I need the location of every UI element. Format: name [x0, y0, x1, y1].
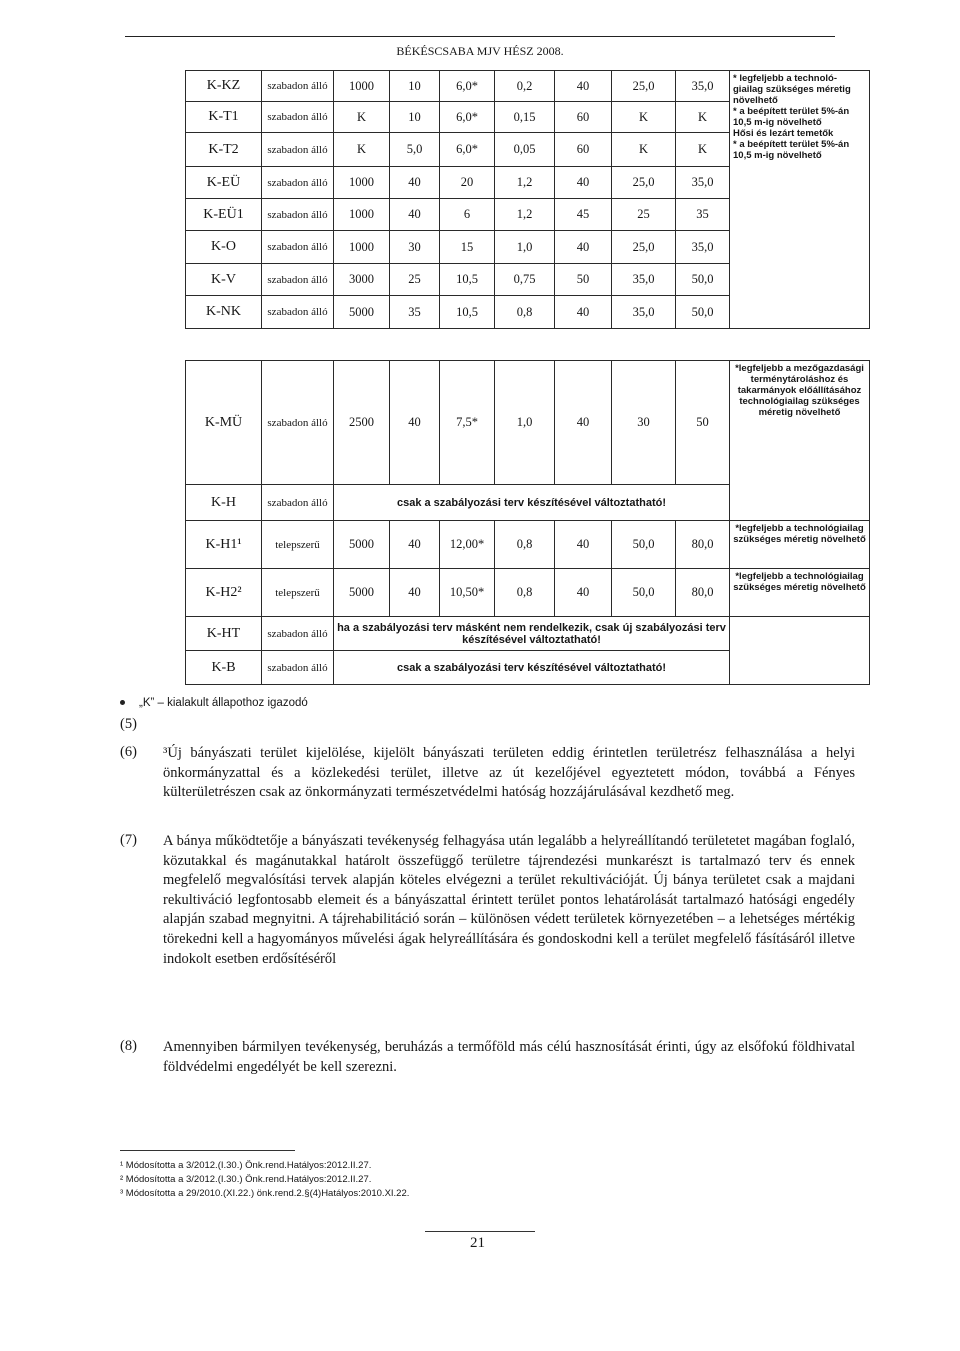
table-cell: 0,8: [495, 569, 555, 617]
zone-code: K-EÜ: [186, 167, 262, 199]
footnote: ¹ Módosította a 3/2012.(I.30.) Önk.rend.Hatályos:2012.II.27.: [120, 1160, 372, 1171]
paragraph-number: (6): [120, 744, 137, 760]
bullet-icon: [120, 700, 125, 705]
table-cell: 80,0: [676, 521, 730, 569]
table-cell: 10,5: [440, 296, 495, 329]
table-row: [186, 521, 870, 569]
table-cell: 40: [555, 167, 612, 199]
table-cell: 10,50*: [440, 569, 495, 617]
table-cell: 50: [676, 361, 730, 485]
table-cell: 1,0: [495, 231, 555, 264]
zone-code: K-MÜ: [186, 361, 262, 485]
building-arrangement: szabadon álló: [262, 485, 334, 521]
table-cell: 10,5: [440, 264, 495, 296]
zoning-table-bottom: [185, 360, 870, 685]
table-cell: 35: [390, 296, 440, 329]
table-cell: 25: [390, 264, 440, 296]
table-cell: K: [612, 133, 676, 167]
table-cell: 50,0: [676, 264, 730, 296]
paragraph-number: (5): [120, 716, 137, 732]
table-cell: 0,8: [495, 521, 555, 569]
table-cell: K: [334, 102, 390, 133]
paragraph-text: ³Új bányászati terület kijelölése, kijelölt bányászati területen eddig érintetlen területrész felhasználása a helyi önkormányzattal és a közlekedési terület, illetve az út kezelőjével egyeztetett módon, továbbá a Fényes külterületrészen csak az önkormányzati természetvédelmi hatóság hozzájárulásával kezdhető meg.: [163, 745, 855, 801]
table-cell: 25: [612, 199, 676, 231]
table-cell: 0,2: [495, 71, 555, 102]
table-cell: 40: [555, 231, 612, 264]
building-arrangement: szabadon álló: [262, 617, 334, 651]
table-cell: 0,05: [495, 133, 555, 167]
table-cell: K: [334, 133, 390, 167]
zone-code: K-O: [186, 231, 262, 264]
table-cell: 40: [555, 521, 612, 569]
table-cell: 30: [612, 361, 676, 485]
table-row: [186, 361, 870, 485]
table-cell: 5,0: [390, 133, 440, 167]
table-cell: 30: [390, 231, 440, 264]
zone-code: K-V: [186, 264, 262, 296]
building-arrangement: szabadon álló: [262, 264, 334, 296]
table-cell: 40: [555, 296, 612, 329]
building-arrangement: szabadon álló: [262, 231, 334, 264]
table-cell: 12,00*: [440, 521, 495, 569]
table-cell: 35,0: [676, 231, 730, 264]
building-arrangement: telepszerű: [262, 569, 334, 617]
merged-note-cell: ha a szabályozási terv másként nem rendelkezik, csak új szabályozási terv készítésével változtatható!: [334, 617, 730, 651]
table-cell: 35,0: [612, 264, 676, 296]
page-number: 21: [470, 1235, 485, 1251]
table-cell: K: [676, 133, 730, 167]
zone-code: K-T1: [186, 102, 262, 133]
table-cell: 1,2: [495, 167, 555, 199]
table-cell: 1000: [334, 71, 390, 102]
table-cell: 40: [390, 361, 440, 485]
table-cell: 6,0*: [440, 102, 495, 133]
table-cell: 0,75: [495, 264, 555, 296]
building-arrangement: szabadon álló: [262, 167, 334, 199]
table-cell: 40: [555, 569, 612, 617]
zone-code: K-NK: [186, 296, 262, 329]
table-cell: 35: [676, 199, 730, 231]
table-cell: 40: [390, 569, 440, 617]
paragraph-number: (7): [120, 832, 137, 848]
table-cell: 10: [390, 102, 440, 133]
table-row: [186, 71, 870, 102]
table-cell: K: [612, 102, 676, 133]
note-text: * legfeljebb a technoló-giailag szükséges méretig növelhető * a beépített terület 5%-án 10,5 m-ig növelhető Hősi és lezárt temetők * a beépített terület 5%-án 10,5 m-ig növelhető: [733, 73, 851, 161]
legend-bullet: [120, 697, 308, 709]
table-cell: 40: [390, 199, 440, 231]
merged-note-cell: csak a szabályozási terv készítésével változtatható!: [334, 651, 730, 685]
table-cell: 35,0: [676, 71, 730, 102]
table-cell: 40: [390, 167, 440, 199]
row-note: *legfeljebb a technológiailag szükséges méretig növelhető: [730, 569, 870, 617]
zone-code: K-KZ: [186, 71, 262, 102]
table-cell: 5000: [334, 569, 390, 617]
zoning-table-top: [185, 70, 870, 329]
zone-code: K-H1¹: [186, 521, 262, 569]
table-row: [186, 569, 870, 617]
table-cell: 5000: [334, 296, 390, 329]
table-cell: 6,0*: [440, 71, 495, 102]
table-cell: 35,0: [676, 167, 730, 199]
building-arrangement: szabadon álló: [262, 71, 334, 102]
merged-note-cell: csak a szabályozási terv készítésével változtatható!: [334, 485, 730, 521]
table-cell: 15: [440, 231, 495, 264]
table-cell: 1,2: [495, 199, 555, 231]
zone-code: K-T2: [186, 133, 262, 167]
table-cell: 2500: [334, 361, 390, 485]
table-cell: 3000: [334, 264, 390, 296]
table-cell: 1000: [334, 199, 390, 231]
building-arrangement: szabadon álló: [262, 102, 334, 133]
table-cell: 6,0*: [440, 133, 495, 167]
table-cell: 80,0: [676, 569, 730, 617]
table-cell: K: [676, 102, 730, 133]
building-arrangement: szabadon álló: [262, 199, 334, 231]
zone-code: K-H2²: [186, 569, 262, 617]
table-cell: 50,0: [676, 296, 730, 329]
row-note: *legfeljebb a technológiailag szükséges méretig növelhető: [730, 521, 870, 569]
page-number-rule: [425, 1231, 535, 1232]
building-arrangement: szabadon álló: [262, 361, 334, 485]
footnote: ² Módosította a 3/2012.(I.30.) Önk.rend.Hatályos:2012.II.27.: [120, 1174, 372, 1185]
table-cell: 60: [555, 102, 612, 133]
table-cell: 40: [555, 71, 612, 102]
table-row: [186, 617, 870, 651]
table-cell: 35,0: [612, 296, 676, 329]
row-note: [730, 617, 870, 685]
table-cell: 7,5*: [440, 361, 495, 485]
building-arrangement: szabadon álló: [262, 296, 334, 329]
paragraph-text: A bánya működtetője a bányászati tevékenység felhagyása után legalább a helyreállítandó területetet magában foglaló, közutakkal és magánutakkal határolt összefüggő területre tájrendezési munkarészt is tartalmazó terv és ennek megfelelő megvalósítási tervek alapján köteles elvégezni a terület rekultivációját. Új bánya területet csak a majdani rekultiváció legfontosabb elemeit és a bányászattal érintett terület pontos lehatárolását tartalmazó hatósági engedély alapján szabad megnyitni. A tájrehabilitáció során – különösen védett területek környezetében – a lehetséges mértékig törekedni kell a hagyományos művelési ágak helyreállítására és gondoskodni kell a terület megfelelő fásításáról illetve indokolt esetben erdősítéséről: [163, 833, 855, 967]
row-note: [730, 71, 870, 329]
page-header-title: BÉKÉSCSABA MJV HÉSZ 2008.: [396, 44, 564, 58]
table-cell: 50,0: [612, 521, 676, 569]
table-cell: 40: [555, 361, 612, 485]
table-cell: 20: [440, 167, 495, 199]
table-cell: 25,0: [612, 167, 676, 199]
building-arrangement: szabadon álló: [262, 133, 334, 167]
paragraph-number: (8): [120, 1038, 137, 1054]
table-cell: 25,0: [612, 231, 676, 264]
table-cell: 1000: [334, 167, 390, 199]
table-cell: 10: [390, 71, 440, 102]
table-cell: 45: [555, 199, 612, 231]
footnote: ³ Módosította a 29/2010.(XI.22.) önk.rend.2.§(4)Hatályos:2010.XI.22.: [120, 1188, 410, 1199]
zone-code: K-H: [186, 485, 262, 521]
table-cell: 60: [555, 133, 612, 167]
zone-code: K-HT: [186, 617, 262, 651]
legend-text: „K” – kialakult állapothoz igazodó: [139, 697, 308, 709]
table-cell: 40: [390, 521, 440, 569]
table-cell: 50: [555, 264, 612, 296]
table-cell: 25,0: [612, 71, 676, 102]
table-cell: 6: [440, 199, 495, 231]
building-arrangement: telepszerű: [262, 521, 334, 569]
table-cell: 0,8: [495, 296, 555, 329]
paragraph-text: Amennyiben bármilyen tevékenység, beruházás a termőföld más célú hasznosítását érinti, úgy az elsőfokú földhivatal földvédelmi engedélyét be kell szerezni.: [163, 1039, 855, 1075]
zone-code: K-EÜ1: [186, 199, 262, 231]
table-cell: 1,0: [495, 361, 555, 485]
row-note: *legfeljebb a mezőgazdasági terménytároláshoz és takarmányok előállításához technológiailag szükséges méretig növelhető: [730, 361, 870, 521]
header-rule: [125, 36, 835, 37]
table-cell: 1000: [334, 231, 390, 264]
zone-code: K-B: [186, 651, 262, 685]
table-cell: 5000: [334, 521, 390, 569]
building-arrangement: szabadon álló: [262, 651, 334, 685]
table-cell: 50,0: [612, 569, 676, 617]
table-cell: 0,15: [495, 102, 555, 133]
footnote-rule: [120, 1150, 295, 1151]
